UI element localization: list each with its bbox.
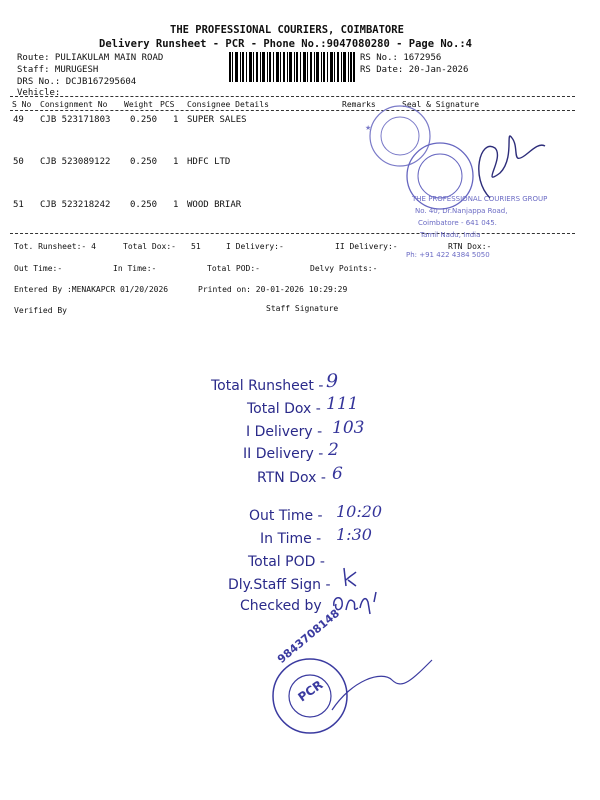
row-consignee: WOOD BRIAR — [187, 200, 242, 210]
stamp-company-name: THE PROFESSIONAL COURIERS GROUP — [412, 195, 548, 203]
hw-value: 111 — [326, 394, 359, 414]
header-rule-bottom — [10, 110, 575, 111]
header-rule-top — [10, 96, 575, 97]
pcr-stamp-icon — [262, 650, 442, 750]
staff-sign-mark-icon — [340, 566, 360, 590]
tot-runsheet: Tot. Runsheet:- 4 — [14, 242, 96, 251]
col-pcs: PCS — [160, 100, 175, 109]
row-pcs: 1 — [173, 157, 179, 167]
row-sno: 50 — [13, 157, 24, 167]
col-sno: S No — [12, 100, 32, 109]
hw-label: I Delivery - — [246, 424, 323, 440]
pcr-stamp-label: PCR — [295, 677, 326, 705]
row-consignment: CJB 523171803 — [40, 115, 111, 125]
row-pcs: 1 — [173, 115, 179, 125]
i-delivery: I Delivery:- — [226, 242, 284, 251]
rtn-dox: RTN Dox:- — [448, 242, 492, 251]
verified-by: Verified By — [14, 306, 67, 315]
company-title: THE PROFESSIONAL COURIERS, COIMBATORE — [170, 24, 404, 36]
hw-value: 2 — [328, 440, 339, 460]
hw-label: II Delivery - — [243, 446, 324, 462]
rs-date: RS Date: 20-Jan-2026 — [360, 65, 469, 75]
hw-label: Total POD - — [248, 554, 325, 570]
col-weight: Weight — [124, 100, 153, 109]
in-time: In Time:- — [113, 264, 157, 273]
row-weight: 0.250 — [130, 200, 158, 210]
hw-label: Total Runsheet - — [211, 378, 324, 394]
hw-value: 103 — [332, 418, 365, 438]
staff-signature: Staff Signature — [266, 304, 339, 313]
ii-delivery: II Delivery:- — [335, 242, 398, 251]
hw-value: 1:30 — [336, 525, 372, 544]
delvy-points: Delvy Points:- — [310, 264, 378, 273]
row-weight: 0.250 — [130, 115, 158, 125]
entered-by: Entered By :MENAKAPCR 01/20/2026 — [14, 285, 169, 294]
hw-label: Dly.Staff Sign - — [228, 577, 331, 593]
hw-label: RTN Dox - — [257, 470, 326, 486]
row-consignment: CJB 523089122 — [40, 157, 111, 167]
col-consignment: Consignment No — [40, 100, 108, 109]
barcode — [229, 52, 355, 82]
row-consignee: SUPER SALES — [187, 115, 247, 125]
signature-icon — [450, 118, 550, 208]
stamp-line: Ph: +91 422 4384 5050 — [406, 251, 490, 259]
hw-label: In Time - — [260, 531, 322, 547]
total-dox-label: Total Dox:- — [123, 242, 176, 251]
row-weight: 0.250 — [130, 157, 158, 167]
total-pod: Total POD:- — [207, 264, 260, 273]
stamp-line: No. 40, Dr.Nanjappa Road, — [415, 207, 508, 215]
row-pcs: 1 — [173, 200, 179, 210]
staff-field: Staff: MURUGESH — [17, 65, 99, 75]
drs-field: DRS No.: DCJB167295604 — [17, 77, 137, 87]
hw-value: 9 — [326, 370, 339, 392]
row-consignee: HDFC LTD — [187, 157, 231, 167]
col-seal: Seal & Signature — [402, 100, 480, 109]
hw-label: Total Dox - — [247, 401, 321, 417]
stamp-line: Tamil Nadu, India — [420, 231, 481, 239]
hw-label: Checked by — [240, 598, 322, 614]
pcr-stamp-number: 9843708148 — [275, 606, 342, 666]
hw-value: 10:20 — [336, 502, 383, 521]
rs-no: RS No.: 1672956 — [360, 53, 442, 63]
vehicle-field: Vehicle: — [17, 88, 61, 98]
summary-rule — [10, 233, 575, 234]
printed-on: Printed on: 20-01-2026 10:29:29 — [198, 285, 348, 294]
row-sno: 49 — [13, 115, 24, 125]
stamp-line: Coimbatore - 641 045. — [418, 219, 497, 227]
runsheet-subtitle: Delivery Runsheet - PCR - Phone No.:9047080280 - Page No.:4 — [99, 38, 472, 50]
hw-label: Out Time - — [249, 508, 323, 524]
row-sno: 51 — [13, 200, 24, 210]
out-time: Out Time:- — [14, 264, 63, 273]
col-consignee: Consignee Details — [187, 100, 269, 109]
hw-value: 6 — [332, 464, 343, 484]
route-field: Route: PULIAKULAM MAIN ROAD — [17, 53, 164, 63]
svg-text:★: ★ — [365, 124, 372, 132]
col-remarks: Remarks — [342, 100, 376, 109]
total-dox-value: 51 — [191, 242, 201, 251]
row-consignment: CJB 523218242 — [40, 200, 111, 210]
